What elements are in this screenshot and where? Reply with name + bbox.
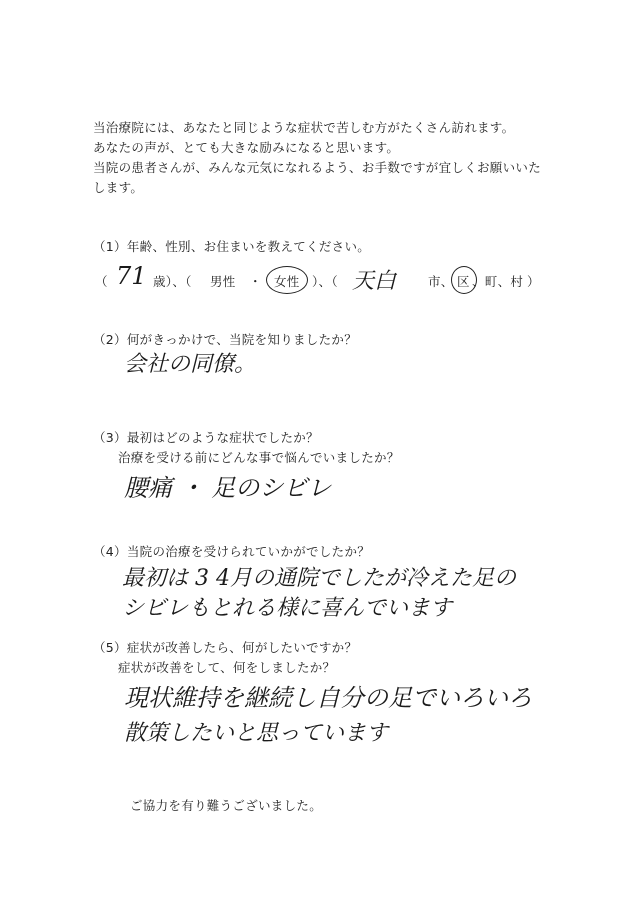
- q1-dot-separator: ・: [249, 274, 262, 289]
- question-5-answer-line-2: 散策したいと思っています: [124, 721, 389, 746]
- intro-line-1: 当治療院には、あなたと同じような症状で苦しむ方がたくさん訪れます。: [93, 120, 515, 135]
- q1-age-suffix: 歳）、（: [153, 274, 192, 289]
- question-5-answer-line-1: 現状維持を継続し自分の足でいろいろ: [124, 684, 532, 712]
- q1-close-open-paren: ）、（: [312, 274, 338, 289]
- question-4-label: （4）当院の治療を受けられていかがでしたか？: [93, 544, 371, 559]
- question-1-label: （1）年齢、性別、お住まいを教えてください。: [93, 239, 371, 254]
- question-3-answer-handwritten: 腰痛 ・ 足のシビレ: [124, 474, 332, 502]
- q1-age-handwritten: 71: [116, 262, 147, 290]
- q1-open-paren: （: [95, 274, 108, 289]
- question-4-answer-line-2: シビレもとれる様に喜んでいます: [122, 596, 453, 621]
- question-2-answer-handwritten: 会社の同僚。: [124, 352, 257, 377]
- q1-shi-option: 市、: [428, 274, 454, 289]
- question-2-label: （2）何がきっかけで、当院を知りましたか？: [93, 332, 358, 347]
- question-3-label: （3）最初はどのような症状でしたか？: [93, 430, 319, 445]
- intro-line-2: あなたの声が、とても大きな励みになると思います。: [93, 140, 400, 155]
- intro-line-4: します。: [93, 180, 144, 195]
- question-5-label: （5）症状が改善したら、何がしたいですか？: [93, 640, 358, 655]
- question-4-answer-line-1: 最初は 3 4月の通院でしたが冷えた足の: [122, 566, 516, 591]
- question-3-sub-label: 治療を受ける前にどんな事で悩んでいましたか？: [118, 450, 400, 465]
- q1-city-handwritten: 天白: [352, 269, 397, 294]
- q1-female-option: 女性: [274, 274, 300, 289]
- q1-close-paren: ）: [527, 274, 540, 289]
- q1-ku-option: 区: [457, 274, 470, 289]
- q1-male-option: 男性: [210, 274, 236, 289]
- q1-rest-options: 、町、村: [472, 274, 524, 289]
- question-5-sub-label: 症状が改善をして、何をしましたか？: [118, 660, 336, 675]
- intro-line-3: 当院の患者さんが、みんな元気になれるよう、お手数ですが宜しくお願いいた: [93, 160, 542, 175]
- closing-thanks: ご協力を有り難うございました。: [130, 798, 323, 813]
- q1-female-circle-mark: [266, 266, 308, 294]
